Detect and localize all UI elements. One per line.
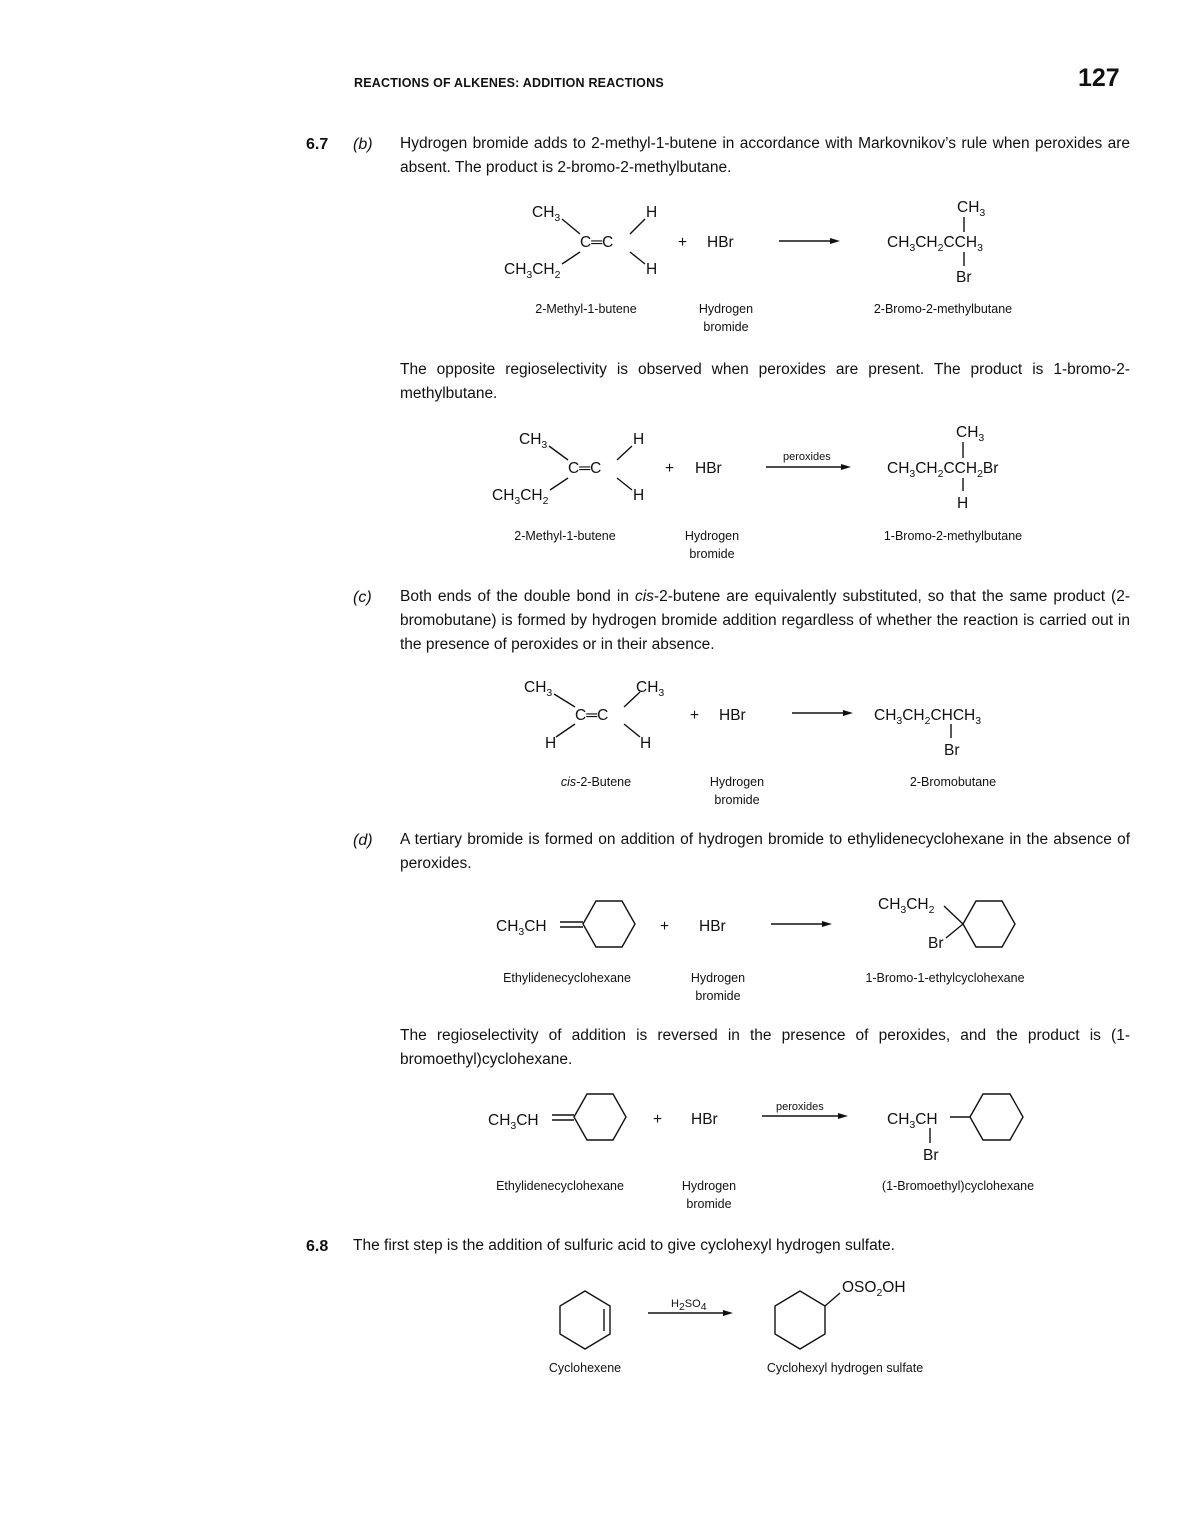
compound-label: Hydrogen bromide [698, 302, 754, 334]
formula-text: H [545, 735, 557, 752]
formula-text: H [957, 495, 969, 512]
part-label: (b) [353, 136, 373, 153]
reagent-formula: HBr [699, 918, 726, 935]
formula-text: $OSO_2OH$ [842, 1279, 906, 1299]
plus-sign: + [653, 1111, 663, 1128]
formula-text: Br [928, 935, 944, 952]
part-label: (c) [353, 589, 372, 606]
compound-label: 2-Bromo-2-methylbutane [873, 302, 1013, 316]
reagent-formula: HBr [707, 234, 734, 251]
problem-number: 6.8 [306, 1238, 329, 1255]
cyclohexane-ring [775, 1291, 825, 1349]
formula-text: $CH_3CH_2$ [504, 261, 561, 281]
formula-text: C═C [575, 707, 609, 724]
compound-label: Hydrogen bromide [690, 971, 746, 1003]
text-run: -2-butene are equivalently substituted, so that the same product (2-bromobutane) is formed by hydrogen bromide addition regardless of whether the reaction is carried out in the presence of peroxides or in their absence. [400, 588, 1130, 653]
paragraph: The regioselectivity of addition is reversed in the presence of peroxides, and the product is (1-bromoethyl)cyclohexane. [400, 1027, 1130, 1068]
formula-text: $CH_3$ [957, 199, 986, 219]
paragraph: Hydrogen bromide adds to 2-methyl-1-butene in accordance with Markovnikov’s rule when peroxides are absent. The product is 2-bromo-2-methylbutane. [400, 135, 1130, 176]
arrowhead [723, 1310, 733, 1316]
formula-text: H [646, 261, 658, 278]
part-label: (d) [353, 832, 373, 849]
compound-label: Cyclohexyl hydrogen sulfate [766, 1361, 924, 1375]
arrow-label: peroxides [776, 1101, 824, 1113]
compound-label: 1-Bromo-2-methylbutane [883, 529, 1023, 543]
bond [825, 1293, 840, 1306]
compound-label: (1-Bromoethyl)cyclohexane [881, 1179, 1035, 1193]
formula-text: $CH_3CH$ [488, 1112, 539, 1132]
page-number: 127 [1078, 64, 1120, 92]
compound-label: 2-Methyl-1-butene [535, 302, 637, 316]
formula-text: $CH_3$ [636, 679, 665, 699]
formula-text: C═C [580, 234, 614, 251]
plus-sign: + [665, 460, 675, 477]
cyclohexene-ring [560, 1291, 610, 1349]
reagent-formula: HBr [691, 1111, 718, 1128]
formula-text: $CH_3$ [532, 204, 561, 224]
compound-label: Ethylidenecyclohexane [503, 971, 631, 985]
plus-sign: + [678, 234, 688, 251]
formula-text: $CH_3CH_2CCH_2Br$ [887, 460, 999, 480]
italic-text: cis [560, 775, 577, 789]
plus-sign: + [660, 918, 670, 935]
formula-text: $CH_3CH_2$ [492, 487, 549, 507]
text-run: Both ends of the double bond in [400, 588, 635, 605]
formula-text: $CH_3CH_2$ [878, 896, 935, 916]
compound-label: Cyclohexene [548, 1361, 622, 1375]
formula-text: H [646, 204, 658, 221]
compound-label: Ethylidenecyclohexane [496, 1179, 624, 1193]
formula-text: $CH_3$ [519, 431, 548, 451]
formula-text: H [640, 735, 652, 752]
compound-label: Hydrogen bromide [709, 775, 765, 807]
formula-text: H [633, 431, 645, 448]
compound-label: 2-Bromobutane [909, 775, 997, 789]
arrow-label: peroxides [783, 451, 831, 463]
formula-text: $CH_3$ [524, 679, 553, 699]
running-head: REACTIONS OF ALKENES: ADDITION REACTIONS [354, 76, 664, 90]
arrow-label: H2SO4 [671, 1298, 707, 1313]
paragraph: The opposite regioselectivity is observed when peroxides are present. The product is 1-bromo-2-methylbutane. [400, 361, 1130, 402]
plus-sign: + [690, 707, 700, 724]
formula-text: H [633, 487, 645, 504]
italic-text: cis [634, 588, 654, 605]
formula-text: C═C [568, 460, 602, 477]
formula-text: $CH_3CH$ [887, 1111, 938, 1131]
text-run: -2-Butene [576, 775, 632, 789]
formula-text: $CH_3CH$ [496, 918, 547, 938]
compound-label: Hydrogen bromide [684, 529, 740, 561]
compound-label: 1-Bromo-1-ethylcyclohexane [865, 971, 1025, 985]
compound-label: Hydrogen bromide [681, 1179, 737, 1211]
problem-number: 6.7 [306, 136, 329, 153]
formula-text: $CH_3CH_2CHCH_3$ [874, 707, 982, 727]
reagent-formula: HBr [719, 707, 746, 724]
formula-text: $CH_3$ [956, 424, 985, 444]
paragraph: The first step is the addition of sulfuric acid to give cyclohexyl hydrogen sulfate. [353, 1237, 895, 1254]
paragraph: A tertiary bromide is formed on addition of hydrogen bromide to ethylidenecyclohexane in the absence of peroxides. [400, 831, 1130, 872]
reagent-formula: HBr [695, 460, 722, 477]
formula-text: $CH_3CH_2CCH_3$ [887, 234, 983, 254]
formula-text: Br [923, 1147, 939, 1164]
formula-text: Br [956, 269, 972, 286]
compound-label: 2-Methyl-1-butene [514, 529, 616, 543]
formula-text: Br [944, 742, 960, 759]
